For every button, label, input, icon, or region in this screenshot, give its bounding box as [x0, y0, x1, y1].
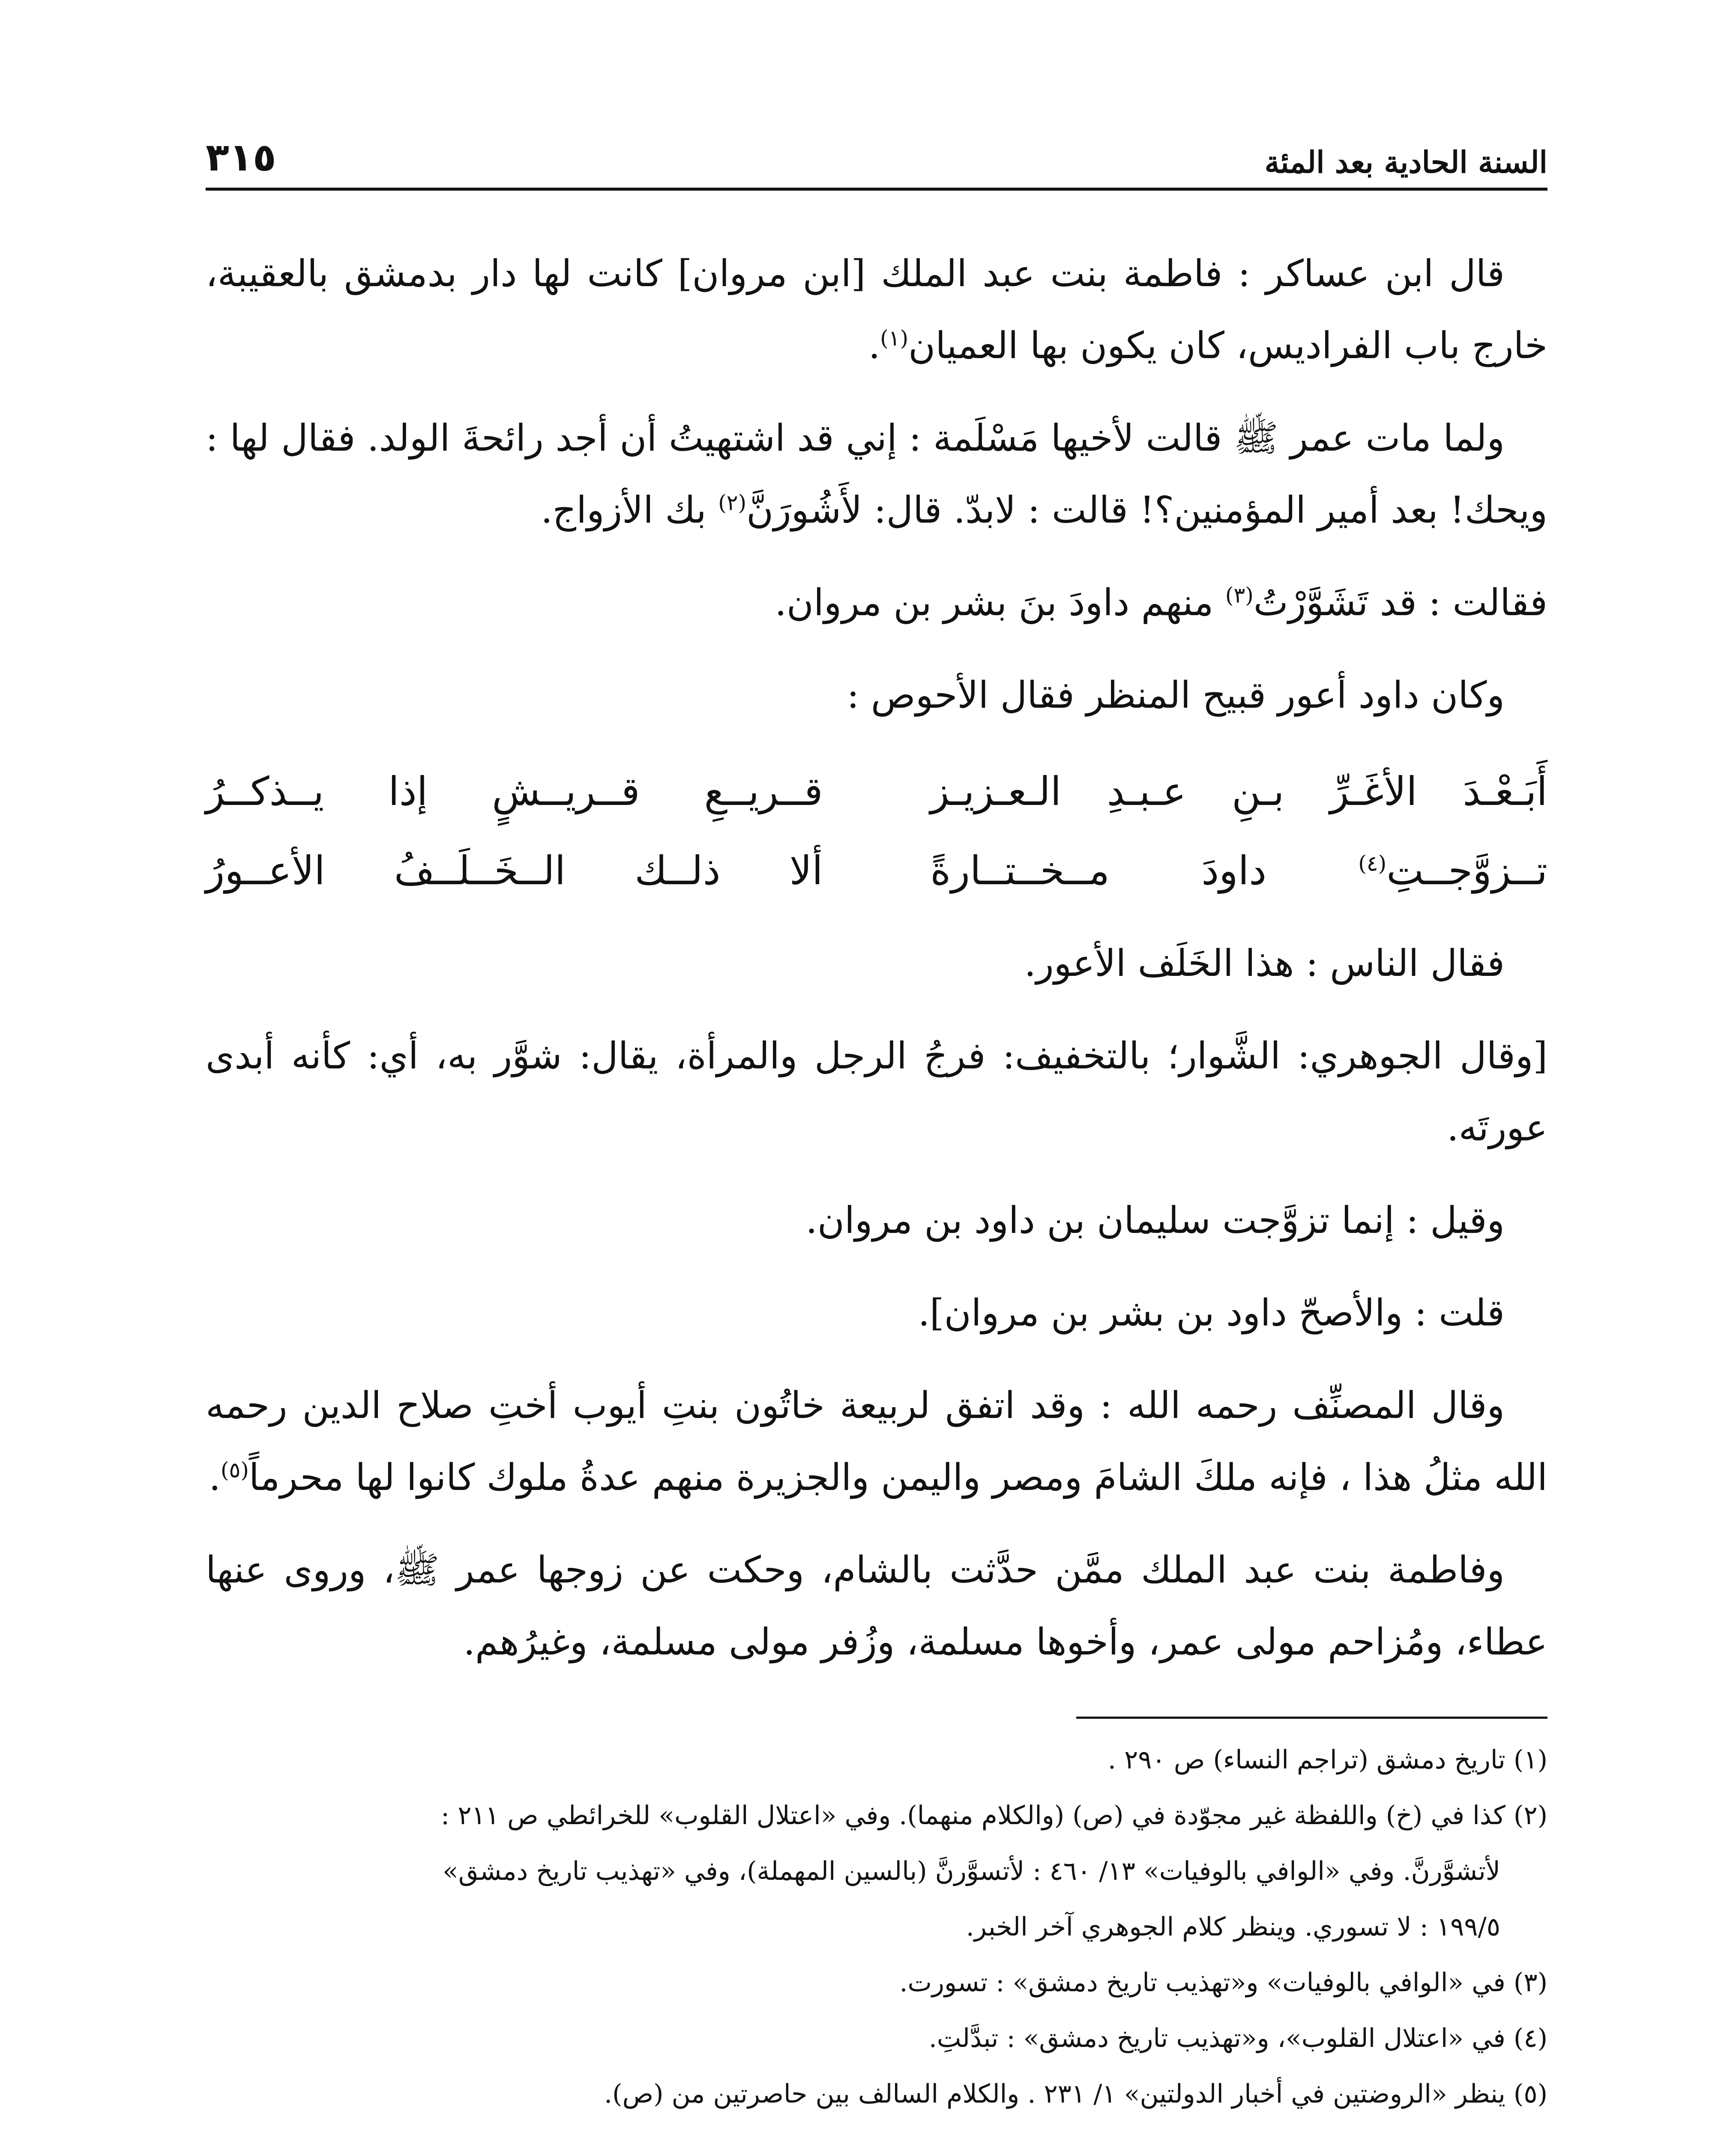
footnote: (٤) في «اعتلال القلوب»، و«تهذيب تاريخ دمشق» : تبدَّلتِ.	[928, 2023, 1547, 2053]
paragraph: [وقال الجوهري: الشَّوار؛ بالتخفيف: فرجُ الرجل والمرأة، يقال: شوَّر به، أي: كأنه أبدى عورتَه.	[206, 1035, 1547, 1149]
footnote: (٢) كذا في (خ) واللفظة غير مجوّدة في (ص) (والكلام منهما). وفي «اعتلال القلوب» للخرائطي ص ٢١١ :	[441, 1801, 1547, 1831]
footnote-ref[interactable]: (١)	[880, 326, 909, 351]
hemistich-first: تــزوَّجــتِ$^{(٤)}$ داودَ مــخــتــارةً	[930, 847, 1547, 894]
main-text	[206, 238, 1547, 1678]
paragraph: قال ابن عساكر : فاطمة بنت عبد الملك [ابن مروان] كانت لها دار بدمشق بالعقيبة، خارج باب الفراديس، كان يكون بها العميان$^{(١)}$.	[206, 252, 1547, 367]
footnotes	[206, 1736, 1547, 2118]
footnote: (٥) ينظر «الروضتين في أخبار الدولتين» ١/ ٢٣١ . والكلام السالف بين حاصرتين من (ص).	[604, 2079, 1547, 2109]
page-number: ٣١٥	[206, 135, 276, 180]
verse-line	[206, 752, 1547, 831]
running-title: السنة الحادية بعد المئة	[1264, 144, 1547, 180]
paragraph: وقال المصنِّف رحمه الله : وقد اتفق لربيعة خاتُون بنتِ أيوب أختِ صلاح الدين رحمه الله مثلُ هذا ، فإنه ملكَ الشامَ ومصر واليمن والجزيرة منهم عدةُ ملوك كانوا لها محرماً$^{(٥)}$.	[206, 1384, 1547, 1499]
footnote-continuation: ١٩٩/٥ : لا تسوري. وينظر كلام الجوهري آخر الخبر.	[966, 1912, 1500, 1942]
hemistich-second: قــريــعِ قــريــشٍ إذا يــذكــرُ	[206, 768, 823, 814]
paragraph: فقالت : قد تَشَوَّرْتُ$^{(٣)}$ منهم داودَ بنَ بشر بن مروان.	[775, 581, 1547, 624]
footnote: (١) تاريخ دمشق (تراجم النساء) ص ٢٩٠ .	[1107, 1745, 1547, 1775]
footnote: (٣) في «الوافي بالوفيات» و«تهذيب تاريخ دمشق» : تسورت.	[899, 1968, 1547, 1998]
footnote-ref[interactable]: (٥)	[221, 1457, 249, 1483]
paragraph: وقيل : إنما تزوَّجت سليمان بن داود بن مروان.	[805, 1199, 1505, 1242]
paragraph: وفاطمة بنت عبد الملك ممَّن حدَّثت بالشام، وحكت عن زوجها عمر ﷺ، وروى عنها عطاء، ومُزاحم مولى عمر، وأخوها مسلمة، وزُفر مولى مسلمة، وغيرُهم.	[206, 1549, 1547, 1663]
paragraph: وكان داود أعور قبيح المنظر فقال الأحوص :	[847, 674, 1505, 717]
page-header	[206, 124, 1547, 191]
poem	[206, 752, 1547, 910]
footnote-ref[interactable]: (٣)	[1225, 583, 1254, 608]
footnote-ref[interactable]: (٤)	[1358, 850, 1387, 876]
footnote-ref[interactable]: (٢)	[718, 490, 747, 515]
footnote-divider	[1076, 1717, 1547, 1719]
paragraph: قلت : والأصحّ داود بن بشر بن مروان].	[918, 1292, 1505, 1334]
paragraph: فقال الناس : هذا الخَلَف الأعور.	[1024, 942, 1505, 985]
hemistich-first: أَبَـعْـدَ الأغَـرِّ بـنِ عـبـدِ الـعـزيـز	[930, 768, 1547, 814]
hemistich-second: ألا ذلــك الــخَــلَــفُ الأعــورُ	[206, 847, 823, 894]
verse-line	[206, 831, 1547, 910]
paragraph: ولما مات عمر ﷺ قالت لأخيها مَسْلَمة : إني قد اشتهيتُ أن أجد رائحةَ الولد. فقال لها : ويحك! بعد أمير المؤمنين؟! قالت : لابدّ. قال: لأَشُورَنَّ$^{(٢)}$ بك الأزواج.	[206, 417, 1547, 532]
footnote-continuation: لأتشوَّرنَّ. وفي «الوافي بالوفيات» ١٣/ ٤٦٠ : لأتسوَّرنَّ (بالسين المهملة)، وفي «تهذيب تاريخ دمشق»	[443, 1856, 1500, 1886]
